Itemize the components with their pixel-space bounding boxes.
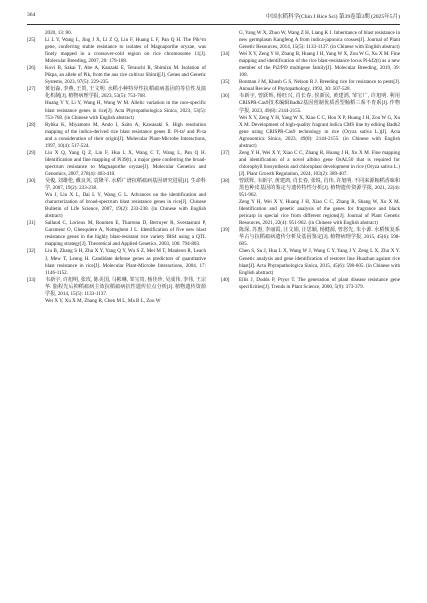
reference-text: Wu J, Liu X L, Dai L Y, Wang G L. Advances on the identification and characterization of broad-spectrum blast resistance genes in rice[J]. Chinese Bulletin of Life Science, 2007, 19(2): 233-238. (in Chinese with English abstract)	[45, 192, 206, 220]
reference-number: [35]	[221, 79, 230, 86]
reference-entry	[221, 150, 400, 178]
reference-text: 韦新宇, 曾跃辉, 杨旺兴, 肖长春, 侯新民, 黄建鸿, 邹宝广, 许旭明. 利用CRISPR-Cas9技术编辑Badh2基因创制优质香型籼稻三系不育系[J]. 作物学报, 2023, 49(8): 2144-2155.	[239, 93, 400, 114]
reference-entry	[27, 178, 206, 192]
reference-entry	[221, 277, 400, 291]
reference-entry	[221, 248, 400, 276]
reference-text: Kovi B, Sakai T, Abe A, Kanzaki E, Terauchi R, Shimizu M. Isolation of Pikpa, an allele of Pik, from the aus rice cultivar Shinrij[J]. Genes and Genetic Systems, 2023, 97(5): 229-235.	[45, 65, 206, 86]
reference-entry	[221, 199, 400, 227]
reference-entry	[27, 100, 206, 121]
reference-number: [37]	[221, 149, 230, 156]
reference-number: [30]	[27, 177, 36, 184]
reference-entry	[27, 65, 206, 86]
reference-number: [26]	[27, 65, 36, 72]
reference-text: Sallaud C, Lorieux M, Roumen E, Tharreau D, Berruyer R, Svestasrani P, Garsmeur O, Ghesquiere A, Notteghem J L. Identification of five new blast resistance genes in the highly blast-resistant rice variety IR64 using a QTL mapping strategy[J]. Theoretical and Applied Genetics, 2003, 106: 794-803.	[45, 220, 206, 248]
reference-text: Bonman J M, Khush G S, Nelson R J. Breeding rice for resistance to pests[J]. Annual Review of Phytopathology, 1992, 30: 507-528.	[239, 79, 400, 93]
reference-text: Liu B, Zhang S H, Zhu X Y, Yang Q Y, Wu S Z, Mei M T, Mauleon R, Leach J, Mew T, Leung H. Candidate defense genes as predictors of quantitative blast resistance in rice[J]. Molecular Plant-Microbe Interactions, 2004, 17: 1146-1152.	[45, 248, 206, 276]
reference-number: [40]	[221, 276, 230, 283]
reference-entry	[221, 227, 400, 248]
reference-text: 曾跃辉, 韦新宇, 黄建鸿, 肖长春, 张锐, 肖伟, 许旭明. 不同来源籼稻香味和黑色种皮基因的鉴定与遗传特性分析[J]. 植物遗传资源学报, 2021, 22(4): 951-962.	[239, 177, 400, 199]
reference-text: G, Yang W X, Zhuo W, Wang Z H, Liang K J. Inheritance of blast resistance in new germplasm Kangfeng A from indica-japonica crosses[J]. Journal of Plant Genetic Resources, 2014, 15(5): 1133-1137. (in Chinese with English abstract)	[239, 30, 400, 51]
reference-text: Ellis J, Dodds P, Pryor T. The generation of plant disease resistance gene specificities[J]. Trends in Plant Science, 2000, 5(9): 373-379.	[239, 276, 400, 290]
reference-entry	[221, 178, 400, 199]
reference-entry	[27, 220, 206, 248]
reference-entry	[221, 79, 400, 93]
reference-text: 韦新宇, 许旭明, 张玫, 陈美国, 马彬琳, 邹宝贵, 杨佳珍, 吴成伟, 李伟, 王宗华. 脂程先后抑稻瘟病主效抗稻瘟病抗性遗传位点分析[J]. 植物遗传资源学报, 2014, 15(5): 1133-1137.	[45, 276, 206, 297]
reference-entry	[221, 51, 400, 79]
reference-number: [32]	[27, 248, 36, 255]
reference-entry	[221, 30, 400, 51]
reference-entry	[27, 30, 206, 37]
reference-text: 陈深, 苏惠, 李丽霞, 汪文娟, 汪思颖, 杨健源, 曾怒先, 朱小源. 水稻恢复系华占与抗稻瘟病遗传分析及基因鉴定[J]. 植物病理学报, 2015, 45(6): 598-605.	[239, 227, 400, 248]
reference-entry	[27, 86, 206, 100]
reference-text: Liu X Q, Yang Q Z, Lin F, Hua L X, Wang C T, Wang L, Pan Q H. Identification and fine mapping of Pi39(t), a major gene conferring the broad-spectrum resistance to Magnaporthe oryzae[J]. Molecular Genetics and Genomics, 2007, 278(4): 403-410.	[45, 149, 206, 177]
reference-text: Wei X Y, Zeng Y H, Zhang B, Huang J H, Yang W X, Zou W G, Xu X M. Fine mapping and identification of the rice blast-resistance locus Pi-kf2(t) as a new member of the Pi2/Pi9 multigene family[J]. Molecular Breeding, 2019, 39: 108.	[239, 51, 400, 79]
reference-number: [36]	[221, 93, 230, 100]
reference-text: Zeng Y H, Wei X Y, Huang J H, Xiao C C, Zhang R, Shang W, Xu X M. Identification and genetic analysis of the genes for fragrance and black pericarp in special rice from different regions[J]. Journal of Plant Genetic Resources, 2021, 22(4): 951-962. (in Chinese with English abstract)	[239, 199, 400, 227]
reference-entry	[27, 37, 206, 65]
reference-number: [39]	[221, 227, 230, 234]
reference-text: Zeng Y H, Wei X Y, Xiao C C, Zhang R, Huang J H, Xu X M. Fine mapping and identification of a novel albino gene OsAL50 that is required for chlorophyll biosynthesis and chloroplast development in rice (Oryza sativa L.)[J]. Plant Growth Regulation, 2024, 103(2): 389-407.	[239, 149, 400, 177]
reference-text: 2020, 13: 80.	[45, 30, 72, 36]
reference-entry	[27, 192, 206, 220]
page-number: 364	[27, 12, 36, 18]
reference-entry	[221, 115, 400, 150]
reference-text: Wei X Y, Xu X M, Zhang R, Chen M L, Ma B L, Zou W	[45, 297, 161, 304]
reference-number: [31]	[27, 220, 36, 227]
reference-entry	[27, 277, 206, 298]
reference-text: 吴俊, 刘雄伦, 戴良英, 袁隆平. 水稻广谱抗稻瘟病基因研究进展[J]. 生命科学, 2007, 19(2): 233-238.	[45, 177, 206, 192]
reference-text: Rybka K, Miyamoto M, Ando I, Saito A, Kawasaki S. High resolution mapping of the indica-derived rice blast resistance genes II. Pi-ta² and Pi-ta and a consideration of their origin[J]. Molecular Plant-Microbe Interactions, 1997, 10(4): 517-524.	[45, 121, 206, 149]
reference-entry	[27, 122, 206, 150]
right-column	[221, 30, 400, 590]
reference-text: 黄衍淼, 李燕, 王贺, 王文明. 水稻小种特异性抗稻瘟病基因的等位性及演化机制[J]. 植物病理学报, 2023, 53(5): 753-768.	[45, 86, 206, 100]
reference-number: [25]	[27, 37, 36, 44]
reference-entry	[221, 93, 400, 114]
reference-entry	[27, 298, 206, 305]
reference-number: [28]	[27, 121, 36, 128]
reference-number: [27]	[27, 86, 36, 93]
left-column	[27, 30, 206, 590]
header-rule	[27, 24, 400, 25]
reference-entry	[27, 150, 206, 178]
reference-entry	[27, 248, 206, 276]
reference-number: [33]	[27, 276, 36, 283]
reference-text: Chen S, Su J, Hua L X, Wang W J, Wang C Y, Yang J Y, Zeng L X, Zhu X Y. Genetic analysis and gene identification of restorer line Huazhan against rice blast[J]. Acta Phytopathologica Sinica, 2015, 45(6): 598-605. (in Chinese with English abstract)	[239, 248, 400, 276]
reference-number: [38]	[221, 177, 230, 184]
reference-number: [34]	[221, 51, 230, 58]
reference-text: Huang Y Y, Li Y, Wang H, Wang W M. Allelic variation in the race-specific blast resistance genes in rice[J]. Acta Phytopathologica Sinica, 2023, 53(5): 753-768. (in Chinese with English abstract)	[45, 100, 206, 121]
reference-text: Li L Y, Wang L, Jing J X, Li Z Q, Lin F, Huang L F, Pan Q H. The Pik^m gene, conferring stable resistance to isolates of Magnaporthe oryzae, was finely mapped in a crossover-cold region on rice chromosome 11[J]. Molecular Breeding, 2007, 20: 179-188.	[45, 37, 206, 65]
reference-text: Wei X Y, Zeng Y H, Yang W X, Xiao C C, Hou X P, Huang J H, Zou W G, Xu X M. Development of high-quality fragrant indica CMS line by editing Badh2 gene using CRISPR-Cas9 technology in rice (Oryza sativa L.)[J]. Acta Agronomica Sinica, 2023, 49(8): 2144-2155. (in Chinese with English abstract)	[239, 114, 400, 149]
journal-title: 中国水稻科学(Chin J Rice Sci) 第39卷第3期 (2025年5月)	[265, 14, 400, 20]
reference-number: [29]	[27, 149, 36, 156]
page-header	[27, 12, 400, 24]
